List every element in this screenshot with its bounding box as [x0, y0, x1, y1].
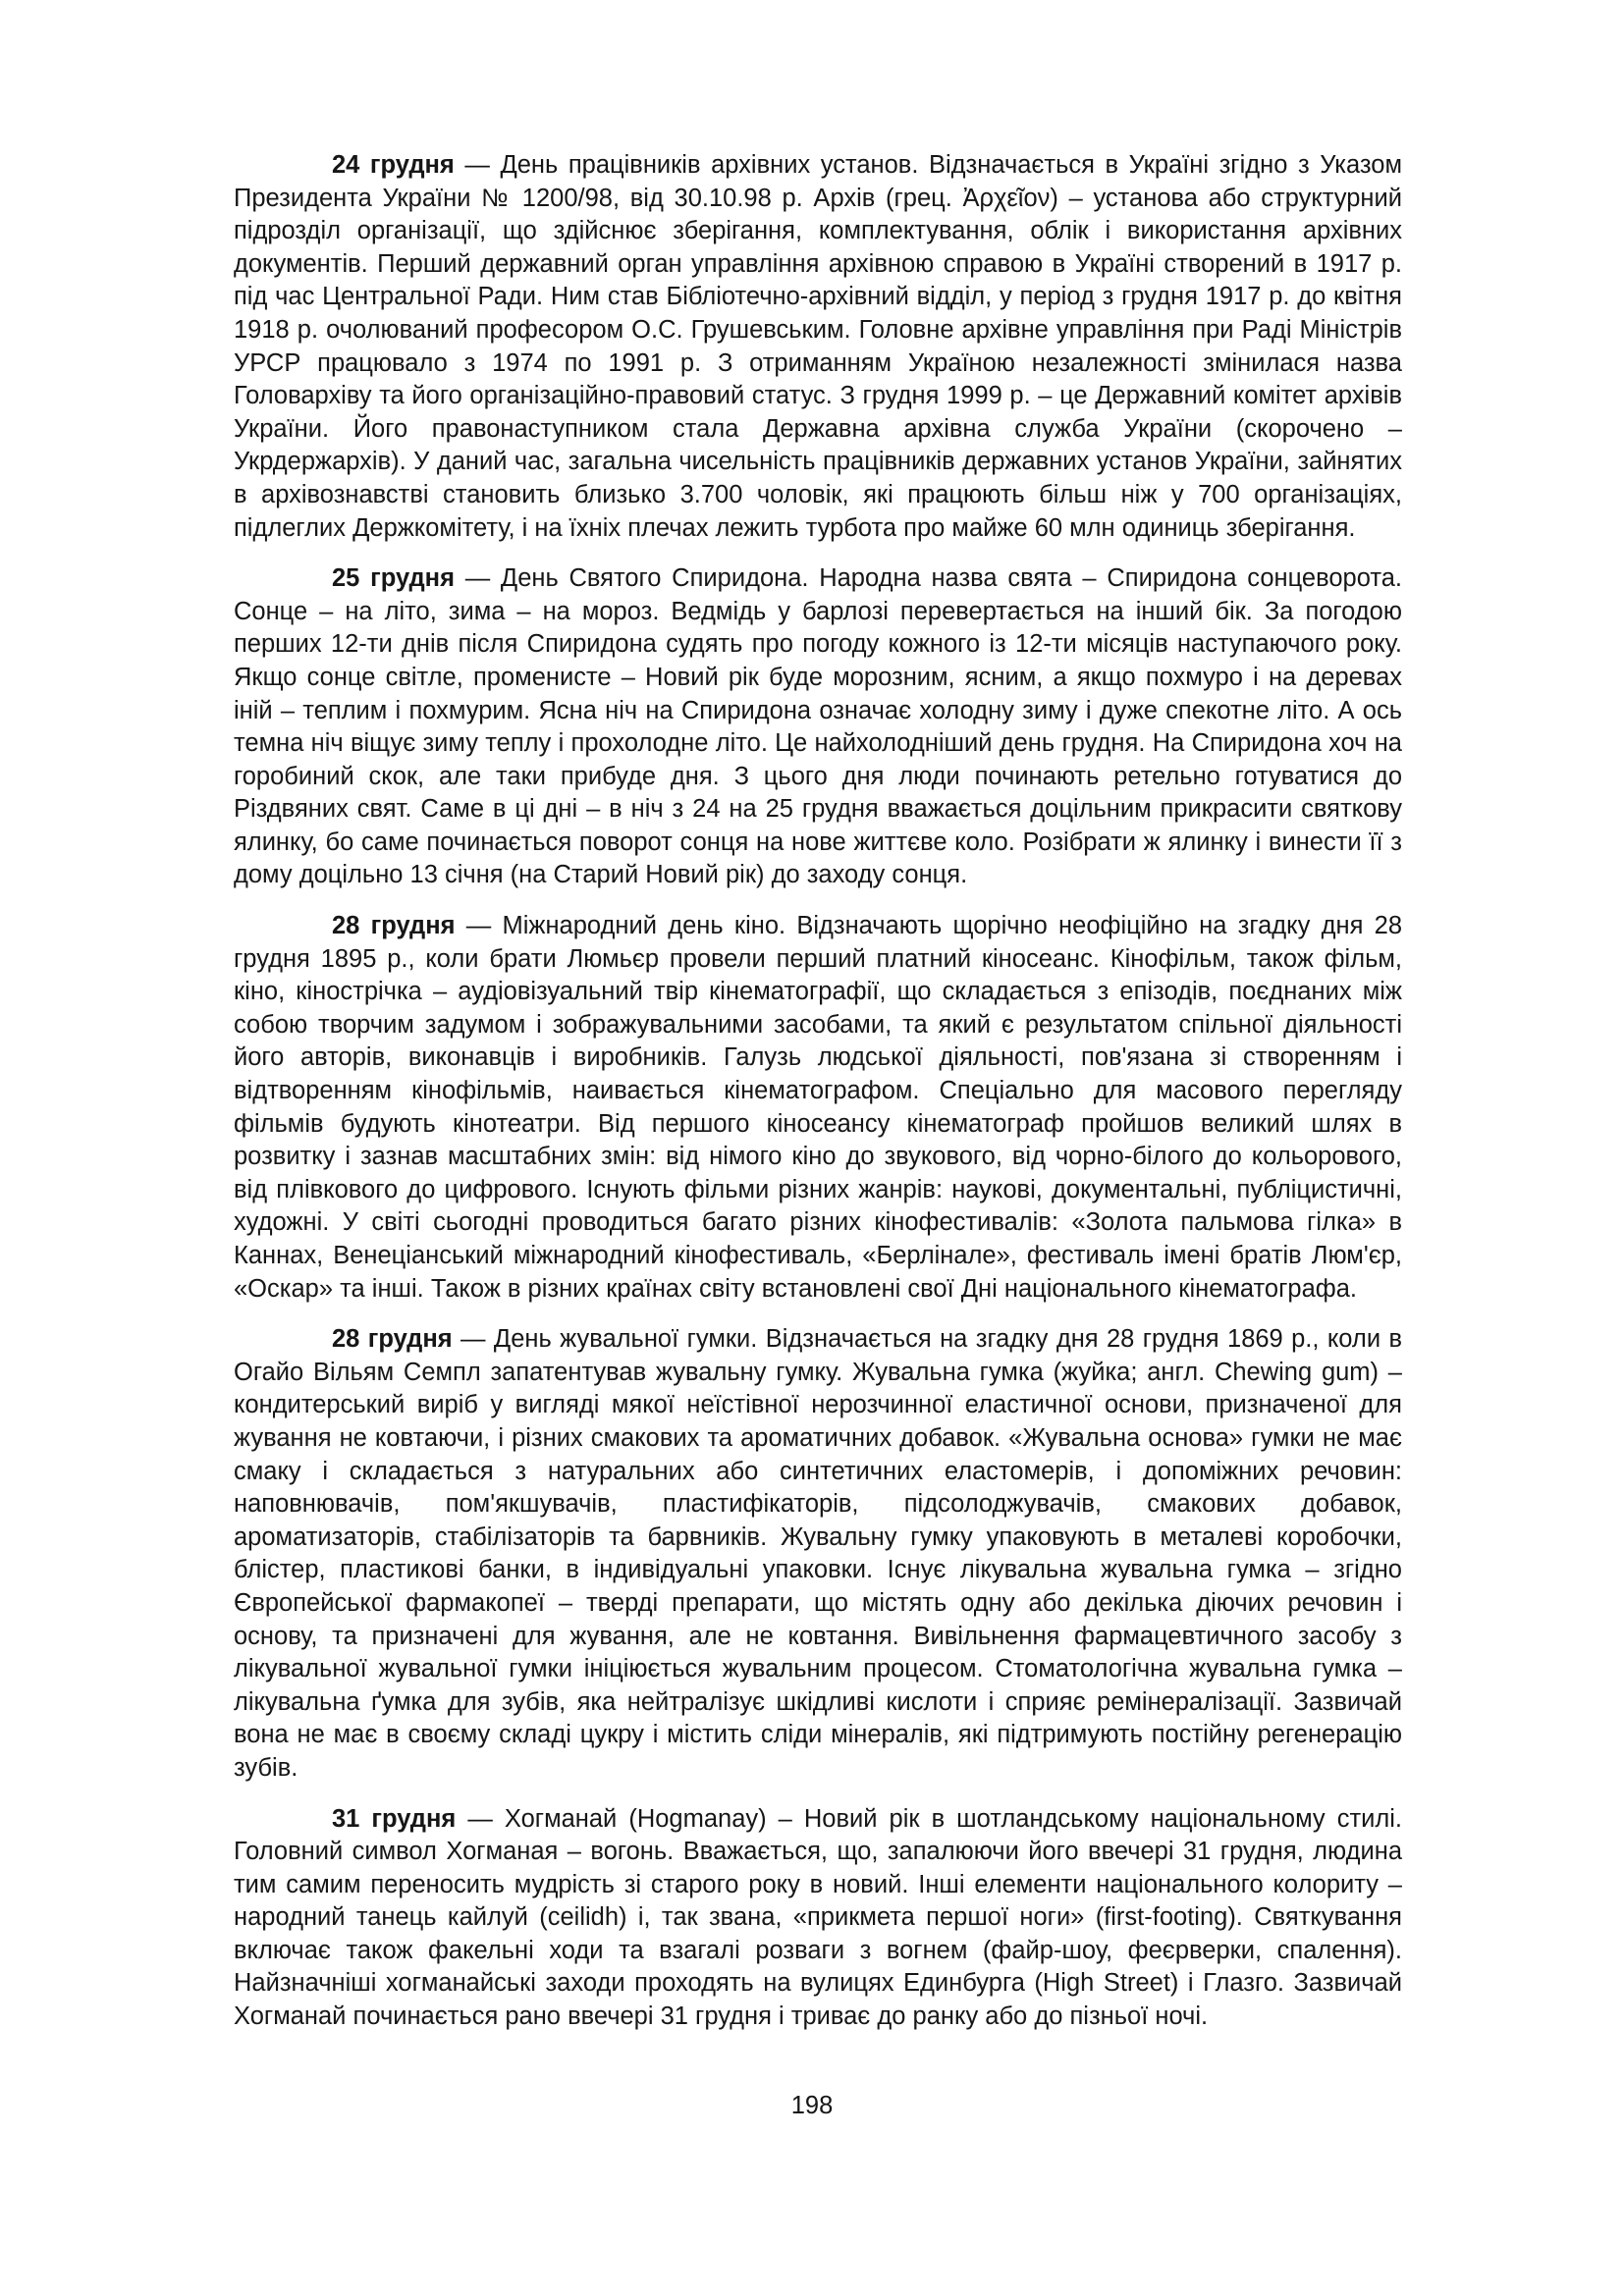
entry-date: 28 грудня: [332, 912, 456, 940]
entry-31-december: [234, 1803, 1402, 2034]
entry-28-december-chewing-gum: [234, 1323, 1402, 1785]
entry-date: 31 грудня: [332, 1804, 457, 1833]
entry-date: 28 грудня: [332, 1325, 453, 1354]
entry-text: — День жувальної гумки. Відзначається на згадку дня 28 грудня 1869 р., коли в Огайо Вільям Семпл запатентував жувальну гумку. Жувальна гумка (жуйка; англ. Chewing gum) – кондитерський виріб у вигляді мякої неїстівної нерозчинної еластичної основи, призначеної для жування не ковтаючи, і різних смакових та ароматичних добавок. «Жувальна основа» гумки не має смаку і складається з натуральних або синтетичних еластомерів, і допоміжних речовин: наповнювачів, пом'якшувачів, пластифікаторів, підсолоджувачів, смакових добавок, ароматизаторів, стабілізаторів та барвників. Жувальну гумку упаковують в металеві коробочки, блістер, пластикові банки, в індивідуальні упаковки. Існує лікувальна жувальна гумка – згідно Європейської фармакопеї – тверді препарати, що містять одну або декілька діючих речовин і основу, та призначені для жування, але не ковтання. Вивільнення фармацевтичного засобу з лікувальної жувальної гумки ініціюється жувальним процесом. Стоматологічна жувальна гумка – лікувальна ґумка для зубів, яка нейтралізує шкідливі кислоти і сприяє ремінералізації. Зазвичай вона не має в своєму складі цукру і містить сліди мінералів, які підтримують постійну регенерацію зубів.: [234, 1325, 1402, 1782]
entry-24-december: [234, 149, 1402, 545]
entry-25-december: [234, 562, 1402, 892]
entry-date: 25 грудня: [332, 564, 455, 593]
entry-text: — Хогманай (Hogmanay) – Новий рік в шотландському національному стилі. Головний символ Хогманая – вогонь. Вважається, що, запалюючи його ввечері 31 грудня, людина тим самим переносить мудрість зі старого року в новий. Інші елементи національного колориту – народний танець кайлуй (ceilidh) і, так звана, «прикмета першої ноги» (first-footing). Святкування включає також факельні ходи та взагалі розваги з вогнем (файр-шоу, феєрверки, спалення). Найзначніші хогманайські заходи проходять на вулицях Единбурга (High Street) і Глазго. Зазвичай Хогманай починається рано ввечері 31 грудня і триває до ранку або до пізньої ночі.: [234, 1804, 1402, 2031]
entry-date: 24 грудня: [332, 151, 455, 179]
entry-text: — День Святого Спиридона. Народна назва свята – Спиридона сонцеворота. Сонце – на літо, зима – на мороз. Ведмідь у барлозі перевертається на інший бік. За погодою перших 12-ти днів після Спиридона судять про погоду кожного із 12-ти місяців наступаючого року. Якщо сонце світле, променисте – Новий рік буде морозним, ясним, а якщо похмуро і на деревах іній – теплим і похмурим. Ясна ніч на Спиридона означає холодну зиму і дуже спекотне літо. А ось темна ніч віщує зиму теплу і прохолодне літо. Це найхолодніший день грудня. На Спиридона хоч на горобиний скок, але таки прибуде дня. З цього дня люди починають ретельно готуватися до Різдвяних свят. Саме в ці дні – в ніч з 24 на 25 грудня вважається доцільним прикрасити святкову ялинку, бо саме починається поворот сонця на нове життєве коло. Розібрати ж ялинку і винести її з дому доцільно 13 січня (на Старий Новий рік) до заходу сонця.: [234, 564, 1402, 889]
entry-28-december-cinema: [234, 910, 1402, 1306]
entry-text: — День працівників архівних установ. Відзначається в Україні згідно з Указом Президента України № 1200/98, від 30.10.98 р. Архів (грец. Ἀρχεῖον) – установа або структурний підрозділ організації, що здійснює зберігання, комплектування, облік і використання архівних документів. Перший державний орган управління архівною справою в Україні створений в 1917 р. під час Центральної Ради. Ним став Бібліотечно-архівний відділ, у період з грудня 1917 р. до квітня 1918 р. очолюваний професором О.С. Грушевським. Головне архівне управління при Раді Міністрів УРСР працювало з 1974 по 1991 р. З отриманням Україною незалежності змінилася назва Головархіву та його організаційно-правовий статус. З грудня 1999 р. – це Державний комітет архівів України. Його правонаступником стала Державна архівна служба України (скорочено – Укрдержархів). У даний час, загальна чисельність працівників державних установ України, зайнятих в архівознавстві становить близько 3.700 чоловік, які працюють більш ніж у 700 організаціях, підлеглих Держкомітету, і на їхніх плечах лежить турбота про майже 60 млн одиниць зберігання.: [234, 151, 1402, 542]
page-number: 198: [790, 2092, 834, 2119]
entry-text: — Міжнародний день кіно. Відзначають щорічно неофіційно на згадку дня 28 грудня 1895 р., коли брати Люмьєр провели перший платний кіносеанс. Кінофільм, також фільм, кіно, кінострічка – аудіовізуальний твір кінематографії, що складається з епізодів, поєднаних між собою творчим задумом і зображувальними засобами, та який є результатом спільної діяльності його авторів, виконавців і виробників. Галузь людської діяльності, пов'язана зі створенням і відтворенням кінофільмів, наивається кінематографом. Спеціально для масового перегляду фільмів будують кінотеатри. Від першого кіносеансу кінематограф пройшов великий шлях в розвитку і зазнав масштабних змін: від німого кіно до звукового, від чорно-білого до кольорового, від плівкового до цифрового. Існують фільми різних жанрів: наукові, документальні, публіцистичні, художні. У світі сьогодні проводиться багато різних кінофестивалів: «Золота пальмова гілка» в Каннах, Венеціанський міжнародний кінофестиваль, «Берлінале», фестиваль імені братів Люм'єр, «Оскар» та інші. Також в різних країнах світу встановлені свої Дні національного кінематографа.: [234, 912, 1403, 1303]
page-body: [234, 149, 1402, 2052]
